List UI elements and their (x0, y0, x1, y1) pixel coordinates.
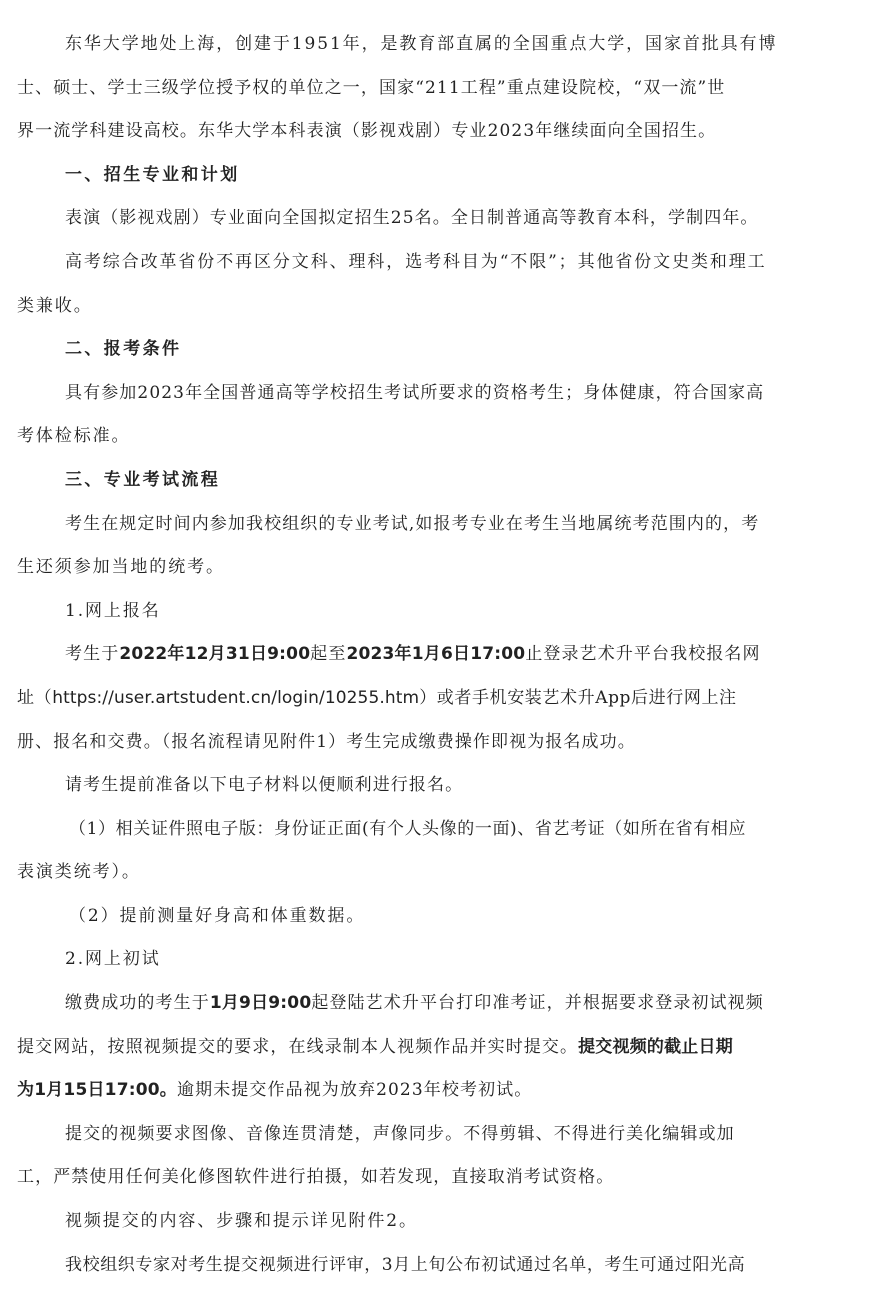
registration-end-date: 2023年1月6日17:00 (346, 644, 526, 665)
preliminary-start-date: 1月9日9:00 (209, 993, 312, 1014)
step-1-item-1-line-1: （1）相关证件照电子版：身份证正面(有个人头像的一面)、省艺考证（如所在省有相应 (69, 818, 747, 839)
section-1-paragraph-2-line-1: 高考综合改革省份不再区分文科、理科，选考科目为“不限”；其他省份文史类和理工 (65, 251, 767, 272)
section-2-paragraph-line-1: 具有参加2023年全国普通高等学校招生考试所要求的资格考生；身体健康，符合国家高 (65, 382, 765, 403)
video-deadline-label: 提交视频的截止日期 (578, 1036, 733, 1057)
registration-url-link[interactable]: https://user.artstudent.cn/login/10255.htm (52, 687, 420, 708)
step-2-text-post: 起登陆艺术升平台打印准考证，并根据要求登录初试视频 (311, 993, 764, 1014)
section-2-paragraph-line-2: 考体检标准。 (17, 426, 131, 447)
step-1-url-suffix: ）或者手机安装艺术升App后进行网上注 (419, 687, 737, 708)
section-1-title: 一、招生专业和计划 (65, 164, 240, 185)
step-2-paragraph-3: 视频提交的内容、步骤和提示详见附件2。 (65, 1211, 418, 1232)
step-2-paragraph-2-line-2: 工，严禁使用任何美化修图软件进行拍摄，如若发现，直接取消考试资格。 (17, 1167, 615, 1188)
step-1-text-mid: 起至 (310, 644, 347, 665)
step-2-paragraph-line-3 (17, 1069, 859, 1113)
step-2-text-pre: 缴费成功的考生于 (65, 993, 210, 1014)
step-2-title: 2.网上初试 (65, 949, 161, 970)
registration-start-date: 2022年12月31日9:00 (119, 644, 311, 665)
intro-line-2: 士、硕士、学士三级学位授予权的单位之一，国家“211工程”重点建设院校，“双一流”世 (17, 77, 726, 98)
step-1-paragraph-line-3: 册、报名和交费。（报名流程请见附件1）考生完成缴费操作即视为报名成功。 (17, 731, 636, 752)
intro-line-1: 东华大学地处上海，创建于1951年，是教育部直属的全国重点大学，国家首批具有博 (65, 34, 778, 54)
step-2-line-2-text: 提交网站，按照视频提交的要求，在线录制本人视频作品并实时提交。 (17, 1036, 579, 1057)
step-1-item-2: （2）提前测量好身高和体重数据。 (69, 905, 366, 926)
section-3-paragraph-line-1: 考生在规定时间内参加我校组织的专业考试,如报考专业在考生当地属统考范围内的，考 (65, 513, 760, 534)
step-1-text-post: 止登录艺术升平台我校报名网 (525, 644, 761, 665)
step-1-paragraph-line-1 (17, 633, 859, 677)
step-2-paragraph-line-2 (17, 1026, 859, 1070)
intro-line-3: 界一流学科建设高校。东华大学本科表演（影视戏剧）专业2023年继续面向全国招生。 (17, 121, 717, 142)
step-1-paragraph-2: 请考生提前准备以下电子材料以便顺利进行报名。 (65, 775, 464, 796)
step-2-line-3-text: 逾期未提交作品视为放弃2023年校考初试。 (177, 1080, 533, 1101)
step-1-title: 1.网上报名 (65, 600, 161, 621)
step-2-paragraph-line-1 (17, 982, 859, 1026)
step-1-item-1-line-2: 表演类统考）。 (17, 862, 141, 883)
section-3-title: 三、专业考试流程 (65, 469, 221, 490)
section-1-paragraph-1: 表演（影视戏剧）专业面向全国拟定招生25名。全日制普通高等教育本科，学制四年。 (65, 208, 759, 229)
section-1-paragraph-2-line-2: 类兼收。 (17, 295, 93, 316)
step-1-paragraph-line-2 (17, 677, 859, 721)
step-2-paragraph-4: 我校组织专家对考生提交视频进行评审，3月上旬公布初试通过名单，考生可通过阳光高 (65, 1254, 746, 1275)
video-deadline-date: 为1月15日17:00。 (17, 1080, 177, 1101)
step-1-text-pre: 考生于 (65, 644, 120, 665)
section-3-paragraph-line-2: 生还须参加当地的统考。 (17, 557, 225, 578)
section-2-title: 二、报考条件 (65, 339, 182, 360)
step-2-paragraph-2-line-1: 提交的视频要求图像、音像连贯清楚，声像同步。不得剪辑、不得进行美化编辑或加 (65, 1123, 735, 1144)
step-1-url-prefix: 址（ (17, 687, 53, 708)
